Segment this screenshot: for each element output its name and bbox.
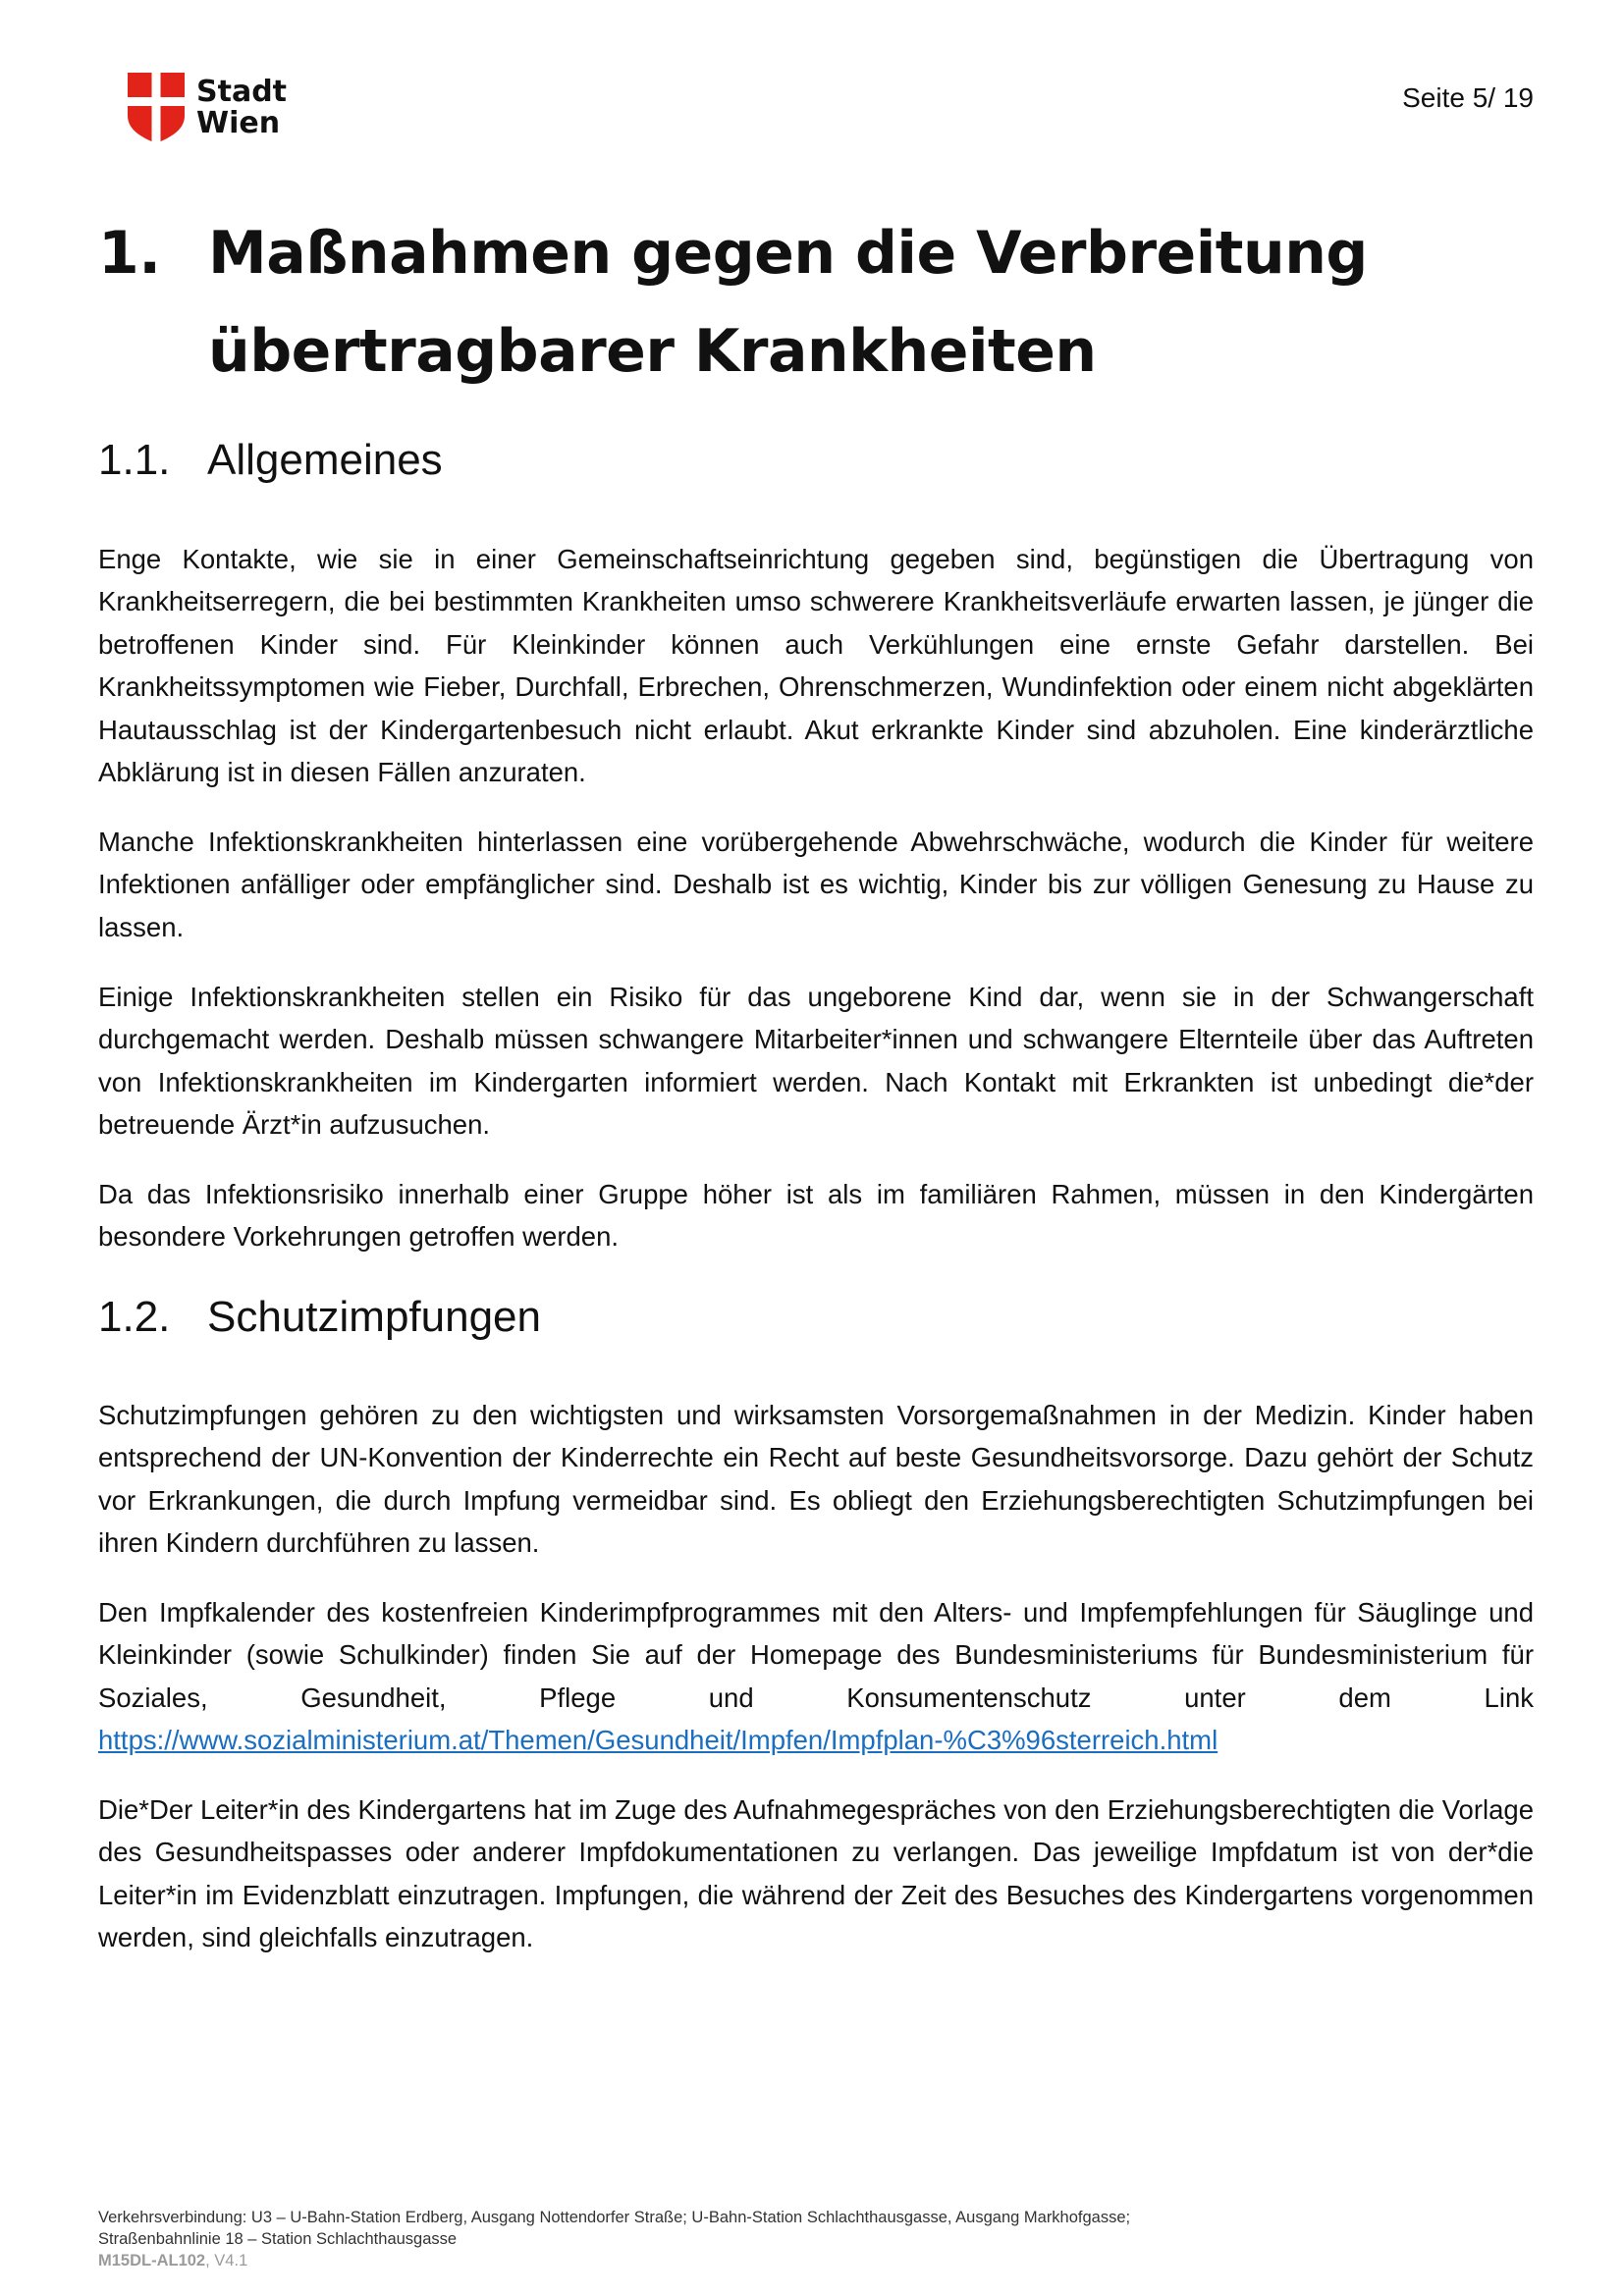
paragraph: Manche Infektionskrankheiten hinterlassen eine vorübergehende Abwehrschwäche, wodurch die Kinder für weitere Infektionen anfälliger oder empfänglicher sind. Deshalb ist es wichtig, Kinder bis zur völligen Genesung zu Hause zu lassen. bbox=[98, 827, 1534, 942]
chapter-heading bbox=[98, 204, 1473, 400]
logo-line-1: Stadt bbox=[196, 75, 288, 109]
paragraph: Die*Der Leiter*in des Kindergartens hat im Zuge des Aufnahmegespräches von den Erziehungsberechtigten die Vorlage des Gesundheitspasses oder anderer Impfdokumentationen zu verlangen. Das jeweilige Impfdatum ist von der*die Leiter*in im Evidenzblatt einzutragen. Impfungen, die während der Zeit des Besuches des Kindergartens vorgenommen werden, sind gleichfalls einzutragen. bbox=[98, 1794, 1534, 1953]
footer bbox=[98, 2207, 1130, 2271]
chapter-title-line-1: Maßnahmen gegen die Verbreitung bbox=[208, 219, 1368, 288]
logo-line-2: Wien bbox=[196, 106, 281, 140]
paragraph: Da das Infektionsrisiko innerhalb einer Gruppe höher ist als im familiären Rahmen, müssen in den Kindergärten besondere Vorkehrungen getroffen werden. bbox=[98, 1179, 1534, 1253]
section-title: Schutzimpfungen bbox=[207, 1293, 541, 1341]
paragraph: Enge Kontakte, wie sie in einer Gemeinschaftseinrichtung gegeben sind, begünstigen die Übertragung von Krankheitserregern, die bei bestimmten Krankheiten umso schwerere Krankheitsverläufe erwarten lassen, je jünger die betroffenen Kinder sind. Für Kleinkinder können auch Verkühlungen eine ernste Gefahr darstellen. Bei Krankheitssymptomen wie Fieber, Durchfall, Erbrechen, Ohrenschmerzen, Wundinfektion oder einem nicht abgeklärten Hautausschlag ist der Kindergartenbesuch nicht erlaubt. Akut erkrankte Kinder sind abzuholen. Eine kinderärztliche Abklärung ist in diesen Fällen anzuraten. bbox=[98, 544, 1534, 788]
paragraph-with-link bbox=[98, 1591, 1534, 1762]
stadt-wien-logo bbox=[128, 73, 287, 143]
logo-text bbox=[196, 77, 287, 139]
page-number: Seite 5/ 19 bbox=[1402, 82, 1534, 113]
document-version: V4.1 bbox=[214, 2252, 248, 2269]
impfplan-link[interactable]: https://www.sozialministerium.at/Themen/Gesundheit/Impfen/Impfplan-%C3%96sterreich.html bbox=[98, 1725, 1218, 1756]
footer-document-code: M15DL-AL102, V4.1 bbox=[98, 2252, 248, 2269]
chapter-title bbox=[208, 204, 1368, 400]
section-heading-schutzimpfungen bbox=[98, 1290, 541, 1345]
section-number: 1.1. bbox=[98, 436, 171, 484]
section-heading-allgemeines bbox=[98, 433, 443, 488]
paragraph-text: Den Impfkalender des kostenfreien Kinderimpfprogrammes mit den Alters- und Impfempfehlungen für Säuglinge und Kleinkinder (sowie Schulkinder) finden Sie auf der Homepage des Bundesministeriums für Bundesministerium für Soziales, Gesundheit, Pflege und Konsumentenschutz unter dem Link bbox=[98, 1597, 1534, 1713]
paragraph: Schutzimpfungen gehören zu den wichtigsten und wirksamsten Vorsorgemaßnahmen in der Medizin. Kinder haben entsprechend der UN-Konvention der Kinderrechte ein Recht auf beste Gesundheitsvorsorge. Dazu gehört der Schutz vor Erkrankungen, die durch Impfung vermeidbar sind. Es obliegt den Erziehungsberechtigten Schutzimpfungen bei ihren Kindern durchführen zu lassen. bbox=[98, 1400, 1534, 1559]
footer-line-2: Straßenbahnlinie 18 – Station Schlachthausgasse bbox=[98, 2230, 458, 2248]
section-title: Allgemeines bbox=[207, 436, 443, 484]
section-number: 1.2. bbox=[98, 1293, 171, 1341]
footer-line-1: Verkehrsverbindung: U3 – U-Bahn-Station Erdberg, Ausgang Nottendorfer Straße; U-Bahn-Station Schlachthausgasse, Ausgang Markhofgasse; bbox=[98, 2209, 1131, 2226]
chapter-number: 1. bbox=[98, 219, 161, 288]
chapter-title-line-2: übertragbarer Krankheiten bbox=[208, 317, 1097, 386]
document-code: M15DL-AL102 bbox=[98, 2252, 206, 2269]
paragraph: Einige Infektionskrankheiten stellen ein Risiko für das ungeborene Kind dar, wenn sie in der Schwangerschaft durchgemacht werden. Deshalb müssen schwangere Mitarbeiter*innen und schwangere Elternteile über das Auftreten von Infektionskrankheiten im Kindergarten informiert werden. Nach Kontakt mit Erkrankten ist unbedingt die*der betreuende Ärzt*in aufzusuchen. bbox=[98, 982, 1534, 1141]
vienna-shield-icon bbox=[128, 73, 185, 143]
